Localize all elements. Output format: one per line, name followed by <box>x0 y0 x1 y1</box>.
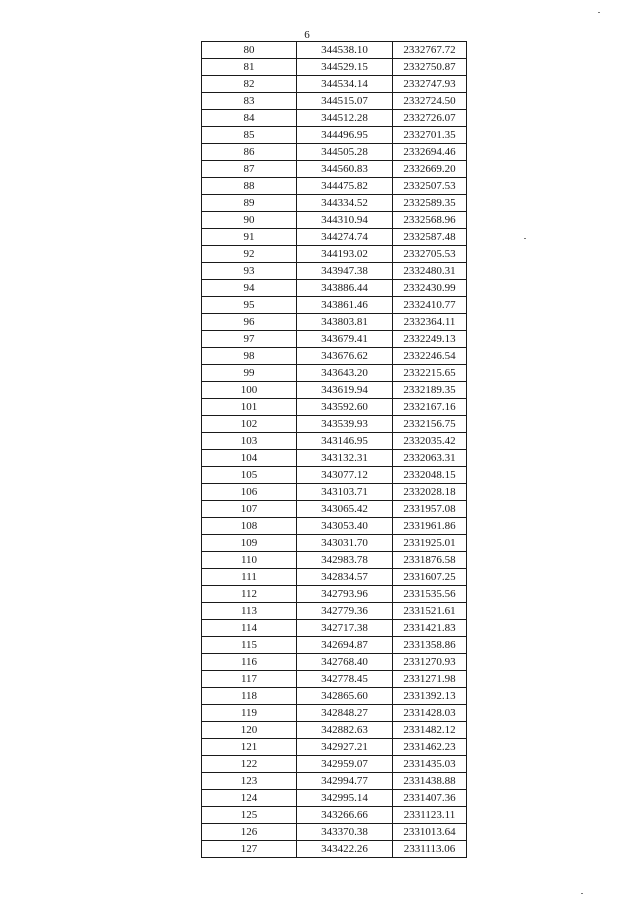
point-number-cell: 100 <box>202 382 297 399</box>
x-coordinate-cell: 342994.77 <box>297 773 393 790</box>
table-row <box>202 603 467 620</box>
y-coordinate-cell: 2331123.11 <box>393 807 467 824</box>
point-number-cell: 123 <box>202 773 297 790</box>
point-number-cell: 127 <box>202 841 297 858</box>
x-coordinate-cell: 343132.31 <box>297 450 393 467</box>
table-row <box>202 382 467 399</box>
y-coordinate-cell: 2332587.48 <box>393 229 467 246</box>
table-row <box>202 722 467 739</box>
x-coordinate-cell: 343539.93 <box>297 416 393 433</box>
point-number-cell: 82 <box>202 76 297 93</box>
x-coordinate-cell: 343031.70 <box>297 535 393 552</box>
point-number-cell: 81 <box>202 59 297 76</box>
y-coordinate-cell: 2332724.50 <box>393 93 467 110</box>
x-coordinate-cell: 342717.38 <box>297 620 393 637</box>
y-coordinate-cell: 2332035.42 <box>393 433 467 450</box>
y-coordinate-cell: 2331925.01 <box>393 535 467 552</box>
table-row <box>202 144 467 161</box>
y-coordinate-cell: 2332694.46 <box>393 144 467 161</box>
point-number-cell: 90 <box>202 212 297 229</box>
table-row <box>202 110 467 127</box>
x-coordinate-cell: 344529.15 <box>297 59 393 76</box>
table-row <box>202 739 467 756</box>
point-number-cell: 87 <box>202 161 297 178</box>
y-coordinate-cell: 2331482.12 <box>393 722 467 739</box>
x-coordinate-cell: 343065.42 <box>297 501 393 518</box>
y-coordinate-cell: 2331435.03 <box>393 756 467 773</box>
y-coordinate-cell: 2332167.16 <box>393 399 467 416</box>
x-coordinate-cell: 342995.14 <box>297 790 393 807</box>
y-coordinate-cell: 2332430.99 <box>393 280 467 297</box>
point-number-cell: 113 <box>202 603 297 620</box>
point-number-cell: 107 <box>202 501 297 518</box>
table-row <box>202 178 467 195</box>
y-coordinate-cell: 2332480.31 <box>393 263 467 280</box>
point-number-cell: 111 <box>202 569 297 586</box>
point-number-cell: 80 <box>202 42 297 59</box>
table-row <box>202 433 467 450</box>
point-number-cell: 94 <box>202 280 297 297</box>
table-row <box>202 467 467 484</box>
point-number-cell: 88 <box>202 178 297 195</box>
y-coordinate-cell: 2332705.53 <box>393 246 467 263</box>
y-coordinate-cell: 2332750.87 <box>393 59 467 76</box>
x-coordinate-cell: 344334.52 <box>297 195 393 212</box>
table-row <box>202 637 467 654</box>
x-coordinate-cell: 343370.38 <box>297 824 393 841</box>
table-row <box>202 416 467 433</box>
x-coordinate-cell: 344310.94 <box>297 212 393 229</box>
x-coordinate-cell: 343679.41 <box>297 331 393 348</box>
table-row <box>202 518 467 535</box>
y-coordinate-cell: 2331961.86 <box>393 518 467 535</box>
table-row <box>202 501 467 518</box>
x-coordinate-cell: 342768.40 <box>297 654 393 671</box>
x-coordinate-cell: 342779.36 <box>297 603 393 620</box>
point-number-cell: 125 <box>202 807 297 824</box>
x-coordinate-cell: 342927.21 <box>297 739 393 756</box>
table-row <box>202 807 467 824</box>
point-number-cell: 112 <box>202 586 297 603</box>
table-row <box>202 450 467 467</box>
scan-speck <box>598 12 600 13</box>
y-coordinate-cell: 2332249.13 <box>393 331 467 348</box>
y-coordinate-cell: 2331113.06 <box>393 841 467 858</box>
table-row <box>202 654 467 671</box>
point-number-cell: 118 <box>202 688 297 705</box>
table-row <box>202 688 467 705</box>
y-coordinate-cell: 2331521.61 <box>393 603 467 620</box>
y-coordinate-cell: 2331392.13 <box>393 688 467 705</box>
y-coordinate-cell: 2332156.75 <box>393 416 467 433</box>
table-row <box>202 586 467 603</box>
point-number-cell: 108 <box>202 518 297 535</box>
y-coordinate-cell: 2331438.88 <box>393 773 467 790</box>
y-coordinate-cell: 2332507.53 <box>393 178 467 195</box>
table-row <box>202 756 467 773</box>
y-coordinate-cell: 2332063.31 <box>393 450 467 467</box>
point-number-cell: 110 <box>202 552 297 569</box>
table-row <box>202 620 467 637</box>
x-coordinate-cell: 344512.28 <box>297 110 393 127</box>
x-coordinate-cell: 344505.28 <box>297 144 393 161</box>
x-coordinate-cell: 342694.87 <box>297 637 393 654</box>
x-coordinate-cell: 343886.44 <box>297 280 393 297</box>
x-coordinate-cell: 344560.83 <box>297 161 393 178</box>
point-number-cell: 99 <box>202 365 297 382</box>
x-coordinate-cell: 343947.38 <box>297 263 393 280</box>
y-coordinate-cell: 2331407.36 <box>393 790 467 807</box>
y-coordinate-cell: 2332048.15 <box>393 467 467 484</box>
table-row <box>202 280 467 297</box>
point-number-cell: 93 <box>202 263 297 280</box>
table-row <box>202 671 467 688</box>
table-row <box>202 399 467 416</box>
y-coordinate-cell: 2332701.35 <box>393 127 467 144</box>
y-coordinate-cell: 2331358.86 <box>393 637 467 654</box>
table-row <box>202 705 467 722</box>
y-coordinate-cell: 2331535.56 <box>393 586 467 603</box>
table-row <box>202 535 467 552</box>
x-coordinate-cell: 342834.57 <box>297 569 393 586</box>
y-coordinate-cell: 2331421.83 <box>393 620 467 637</box>
y-coordinate-cell: 2332669.20 <box>393 161 467 178</box>
x-coordinate-cell: 343619.94 <box>297 382 393 399</box>
point-number-cell: 89 <box>202 195 297 212</box>
point-number-cell: 116 <box>202 654 297 671</box>
point-number-cell: 97 <box>202 331 297 348</box>
x-coordinate-cell: 342848.27 <box>297 705 393 722</box>
y-coordinate-cell: 2331462.23 <box>393 739 467 756</box>
point-number-cell: 91 <box>202 229 297 246</box>
y-coordinate-cell: 2332747.93 <box>393 76 467 93</box>
x-coordinate-cell: 343803.81 <box>297 314 393 331</box>
table-row <box>202 348 467 365</box>
x-coordinate-cell: 342882.63 <box>297 722 393 739</box>
point-number-cell: 120 <box>202 722 297 739</box>
x-coordinate-cell: 344496.95 <box>297 127 393 144</box>
x-coordinate-cell: 344274.74 <box>297 229 393 246</box>
y-coordinate-cell: 2332246.54 <box>393 348 467 365</box>
table-row <box>202 569 467 586</box>
y-coordinate-cell: 2332189.35 <box>393 382 467 399</box>
y-coordinate-cell: 2332726.07 <box>393 110 467 127</box>
point-number-cell: 126 <box>202 824 297 841</box>
x-coordinate-cell: 343103.71 <box>297 484 393 501</box>
table-row <box>202 59 467 76</box>
y-coordinate-cell: 2332364.11 <box>393 314 467 331</box>
x-coordinate-cell: 343146.95 <box>297 433 393 450</box>
point-number-cell: 115 <box>202 637 297 654</box>
x-coordinate-cell: 342793.96 <box>297 586 393 603</box>
x-coordinate-cell: 344193.02 <box>297 246 393 263</box>
x-coordinate-cell: 344534.14 <box>297 76 393 93</box>
point-number-cell: 84 <box>202 110 297 127</box>
y-coordinate-cell: 2331271.98 <box>393 671 467 688</box>
y-coordinate-cell: 2332215.65 <box>393 365 467 382</box>
table-row <box>202 824 467 841</box>
point-number-cell: 104 <box>202 450 297 467</box>
table-row <box>202 127 467 144</box>
table-row <box>202 773 467 790</box>
point-number-cell: 103 <box>202 433 297 450</box>
table-row <box>202 314 467 331</box>
y-coordinate-cell: 2332410.77 <box>393 297 467 314</box>
table-row <box>202 76 467 93</box>
point-number-cell: 102 <box>202 416 297 433</box>
y-coordinate-cell: 2331270.93 <box>393 654 467 671</box>
x-coordinate-cell: 343266.66 <box>297 807 393 824</box>
x-coordinate-cell: 344538.10 <box>297 42 393 59</box>
y-coordinate-cell: 2331013.64 <box>393 824 467 841</box>
y-coordinate-cell: 2332767.72 <box>393 42 467 59</box>
x-coordinate-cell: 343077.12 <box>297 467 393 484</box>
point-number-cell: 86 <box>202 144 297 161</box>
point-number-cell: 85 <box>202 127 297 144</box>
point-number-cell: 92 <box>202 246 297 263</box>
point-number-cell: 105 <box>202 467 297 484</box>
table-row <box>202 552 467 569</box>
y-coordinate-cell: 2332028.18 <box>393 484 467 501</box>
coordinate-table-body <box>202 42 467 858</box>
y-coordinate-cell: 2331957.08 <box>393 501 467 518</box>
point-number-cell: 114 <box>202 620 297 637</box>
y-coordinate-cell: 2331876.58 <box>393 552 467 569</box>
x-coordinate-cell: 342778.45 <box>297 671 393 688</box>
table-row <box>202 229 467 246</box>
coordinate-table <box>201 41 467 858</box>
point-number-cell: 124 <box>202 790 297 807</box>
point-number-cell: 121 <box>202 739 297 756</box>
point-number-cell: 101 <box>202 399 297 416</box>
x-coordinate-cell: 343861.46 <box>297 297 393 314</box>
table-row <box>202 484 467 501</box>
x-coordinate-cell: 342983.78 <box>297 552 393 569</box>
x-coordinate-cell: 342865.60 <box>297 688 393 705</box>
x-coordinate-cell: 344515.07 <box>297 93 393 110</box>
x-coordinate-cell: 343592.60 <box>297 399 393 416</box>
point-number-cell: 95 <box>202 297 297 314</box>
point-number-cell: 119 <box>202 705 297 722</box>
x-coordinate-cell: 342959.07 <box>297 756 393 773</box>
table-row <box>202 841 467 858</box>
x-coordinate-cell: 343676.62 <box>297 348 393 365</box>
table-row <box>202 93 467 110</box>
point-number-cell: 117 <box>202 671 297 688</box>
table-row <box>202 212 467 229</box>
table-row <box>202 42 467 59</box>
x-coordinate-cell: 343422.26 <box>297 841 393 858</box>
y-coordinate-cell: 2331607.25 <box>393 569 467 586</box>
table-row <box>202 790 467 807</box>
table-row <box>202 161 467 178</box>
table-row <box>202 365 467 382</box>
y-coordinate-cell: 2332568.96 <box>393 212 467 229</box>
table-row <box>202 195 467 212</box>
x-coordinate-cell: 343053.40 <box>297 518 393 535</box>
table-row <box>202 331 467 348</box>
table-row <box>202 246 467 263</box>
y-coordinate-cell: 2332589.35 <box>393 195 467 212</box>
table-row <box>202 297 467 314</box>
point-number-cell: 98 <box>202 348 297 365</box>
y-coordinate-cell: 2331428.03 <box>393 705 467 722</box>
page-number: 6 <box>304 29 310 41</box>
point-number-cell: 122 <box>202 756 297 773</box>
x-coordinate-cell: 343643.20 <box>297 365 393 382</box>
point-number-cell: 83 <box>202 93 297 110</box>
scan-speck <box>524 238 526 239</box>
table-row <box>202 263 467 280</box>
scan-speck <box>581 893 583 894</box>
point-number-cell: 106 <box>202 484 297 501</box>
point-number-cell: 109 <box>202 535 297 552</box>
x-coordinate-cell: 344475.82 <box>297 178 393 195</box>
point-number-cell: 96 <box>202 314 297 331</box>
